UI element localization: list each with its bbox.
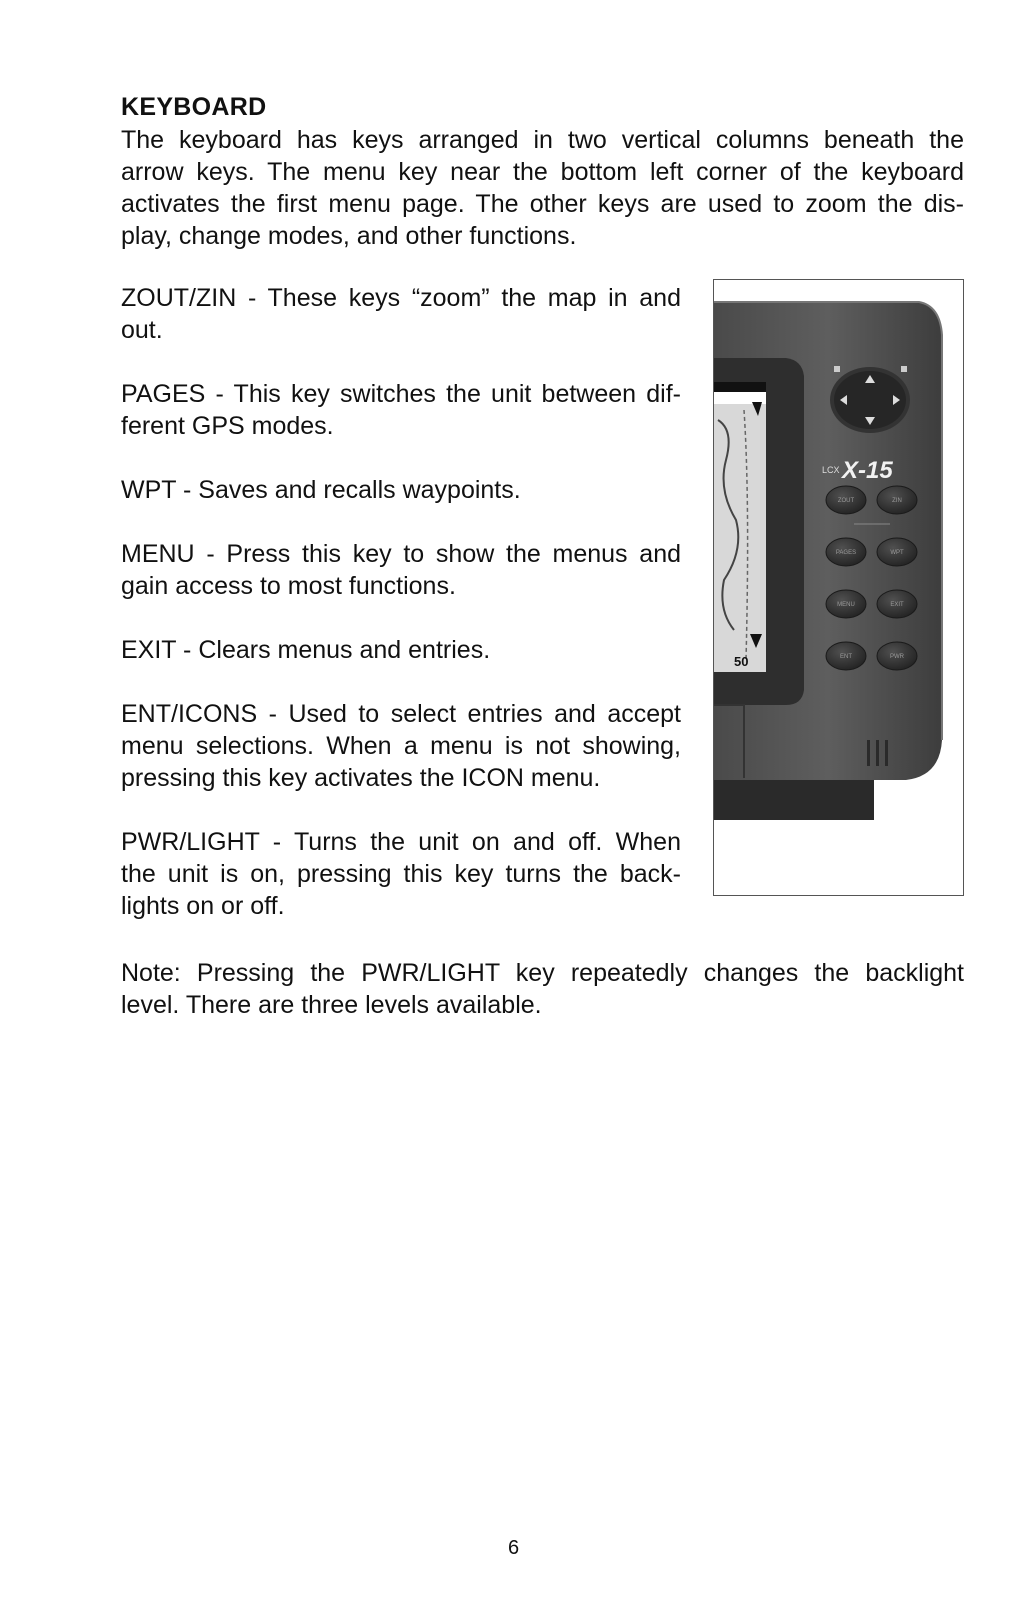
desc-line: ferent GPS modes. bbox=[121, 412, 334, 440]
desc-line: PWR/LIGHT - Turns the unit on and off. When bbox=[121, 828, 681, 856]
desc-line: EXIT - Clears menus and entries. bbox=[121, 636, 491, 664]
gps-unit-illustration bbox=[714, 280, 964, 896]
pwr-key-label: PWR bbox=[890, 654, 904, 660]
intro-paragraph bbox=[121, 124, 964, 252]
pages-key-label: PAGES bbox=[835, 550, 857, 556]
zout-zin-description bbox=[121, 282, 681, 346]
gps-unit-figure bbox=[713, 279, 964, 896]
desc-line: ENT/ICONS - Used to select entries and accept bbox=[121, 700, 681, 728]
ent-icons-description bbox=[121, 698, 681, 794]
menu-key-label: MENU bbox=[837, 602, 855, 608]
desc-line: ZOUT/ZIN - These keys “zoom” the map in and bbox=[121, 284, 681, 312]
note-line: Note: Pressing the PWR/LIGHT key repeatedly changes the backlight bbox=[121, 959, 964, 987]
pages-description bbox=[121, 378, 681, 442]
desc-line: PAGES - This key switches the unit between dif- bbox=[121, 380, 681, 408]
pwr-light-description bbox=[121, 826, 681, 922]
note-paragraph bbox=[121, 957, 964, 1021]
ent-key-label: ENT bbox=[840, 654, 852, 660]
desc-line: the unit is on, pressing this key turns the back- bbox=[121, 860, 681, 888]
intro-line: activates the first menu page. The other keys are used to zoom the dis- bbox=[121, 190, 964, 218]
note-line: level. There are three levels available. bbox=[121, 991, 542, 1019]
intro-line: arrow keys. The menu key near the bottom left corner of the keyboard bbox=[121, 158, 964, 186]
desc-line: out. bbox=[121, 316, 163, 344]
section-heading: KEYBOARD bbox=[121, 93, 267, 121]
exit-description bbox=[121, 634, 681, 666]
intro-line: The keyboard has keys arranged in two vertical columns beneath the bbox=[121, 126, 964, 154]
desc-line: lights on or off. bbox=[121, 892, 285, 920]
desc-line: WPT - Saves and recalls waypoints. bbox=[121, 476, 521, 504]
zout-key-label: ZOUT bbox=[837, 498, 855, 504]
model-logo: X-15 bbox=[842, 457, 893, 484]
intro-line: play, change modes, and other functions. bbox=[121, 222, 577, 250]
page-number: 6 bbox=[507, 1537, 520, 1559]
exit-key-label: EXIT bbox=[890, 602, 904, 608]
wpt-description bbox=[121, 474, 681, 506]
screen-depth-label: 50 bbox=[734, 654, 749, 669]
zin-key-label: ZIN bbox=[892, 498, 902, 504]
desc-line: menu selections. When a menu is not showing, bbox=[121, 732, 681, 760]
screen bbox=[714, 382, 766, 672]
desc-line: pressing this key activates the ICON menu. bbox=[121, 764, 601, 792]
desc-line: MENU - Press this key to show the menus and bbox=[121, 540, 681, 568]
menu-description bbox=[121, 538, 681, 602]
desc-line: gain access to most functions. bbox=[121, 572, 456, 600]
wpt-key-label: WPT bbox=[890, 550, 904, 556]
model-prefix: LCX bbox=[822, 465, 840, 475]
